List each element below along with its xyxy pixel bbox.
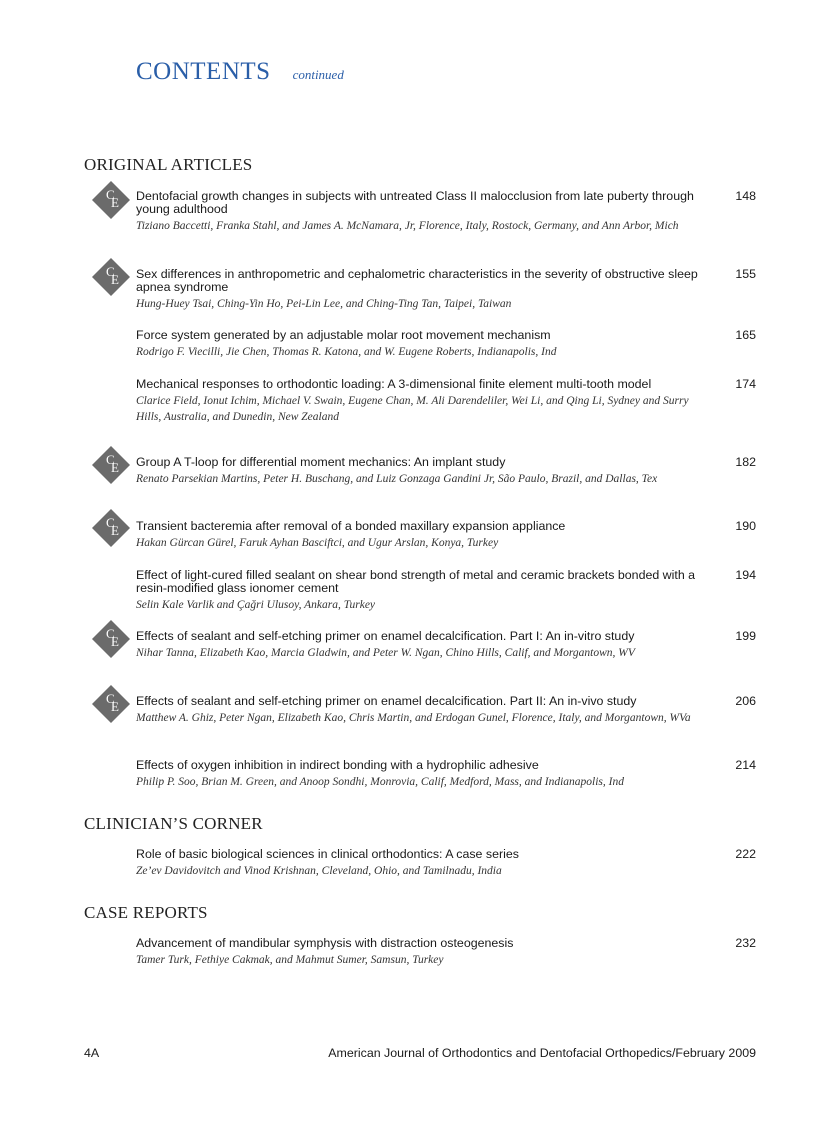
article-entry[interactable] (136, 190, 756, 234)
article-page-number: 206 (735, 694, 756, 708)
article-authors: Clarice Field, Ionut Ichim, Michael V. Swain, Eugene Chan, M. Ali Darendeliler, Wei Li, and Qing Li, Sydney and Surry Hills, Australia, and Dunedin, New Zealand (136, 395, 689, 423)
article-authors: Ze’ev Davidovitch and Vinod Krishnan, Cleveland, Ohio, and Tamilnadu, India (136, 865, 502, 877)
article-authors: Tiziano Baccetti, Franka Stahl, and James A. McNamara, Jr, Florence, Italy, Rostock, Germany, and Ann Arbor, Mich (136, 220, 679, 232)
article-page-number: 199 (735, 629, 756, 643)
article-authors: Tamer Turk, Fethiye Cakmak, and Mahmut Sumer, Samsun, Turkey (136, 954, 444, 966)
footer-journal-title: American Journal of Orthodontics and Dentofacial Orthopedics/February 2009 (328, 1046, 756, 1060)
svg-text:E: E (111, 699, 119, 714)
article-entry[interactable] (136, 937, 756, 968)
article-title[interactable]: Group A T-loop for differential moment mechanics: An implant study (136, 455, 506, 469)
article-authors: Hung-Huey Tsai, Ching-Yin Ho, Pei-Lin Lee, and Ching-Ting Tan, Taipei, Taiwan (136, 298, 512, 310)
article-page-number: 165 (735, 328, 756, 342)
ce-icon (92, 258, 130, 296)
article-authors: Hakan Gürcan Gürel, Faruk Ayhan Basciftci, and Ugur Arslan, Konya, Turkey (136, 537, 499, 549)
article-entry[interactable] (136, 759, 756, 790)
article-title[interactable]: Effects of oxygen inhibition in indirect bonding with a hydrophilic adhesive (136, 758, 539, 772)
article-title[interactable]: Advancement of mandibular symphysis with distraction osteogenesis (136, 936, 514, 950)
svg-text:C: C (106, 264, 115, 279)
article-authors: Nihar Tanna, Elizabeth Kao, Marcia Gladwin, and Peter W. Ngan, Chino Hills, Calif, and Morgantown, WV (136, 647, 635, 659)
article-entry[interactable] (136, 329, 756, 360)
article-authors: Selin Kale Varlik and Çağri Ulusoy, Ankara, Turkey (136, 599, 376, 611)
page-subtitle: continued (292, 67, 344, 82)
article-page-number: 155 (735, 267, 756, 281)
ce-icon (92, 685, 130, 723)
svg-text:E: E (111, 634, 119, 649)
ce-icon (92, 509, 130, 547)
svg-text:C: C (106, 187, 115, 202)
section-heading-original-articles: ORIGINAL ARTICLES (84, 155, 253, 174)
ce-icon (92, 181, 130, 219)
article-entry[interactable] (136, 630, 756, 661)
article-authors: Renato Parsekian Martins, Peter H. Buschang, and Luiz Gonzaga Gandini Jr, São Paulo, Brazil, and Dallas, Tex (136, 473, 658, 485)
article-entry[interactable] (136, 378, 756, 425)
contents-header (136, 58, 344, 86)
article-entry[interactable] (136, 695, 756, 726)
ce-icon (92, 620, 130, 658)
article-title[interactable]: Force system generated by an adjustable molar root movement mechanism (136, 328, 551, 342)
article-page-number: 194 (735, 568, 756, 582)
article-page-number: 174 (735, 377, 756, 391)
article-entry[interactable] (136, 569, 756, 613)
article-title[interactable]: Role of basic biological sciences in clinical orthodontics: A case series (136, 847, 519, 861)
article-entry[interactable] (136, 456, 756, 487)
article-title[interactable]: Dentofacial growth changes in subjects with untreated Class II malocclusion from late puberty through young adulthood (136, 189, 694, 216)
svg-text:C: C (106, 452, 115, 467)
article-entry[interactable] (136, 520, 756, 551)
svg-text:C: C (106, 515, 115, 530)
article-authors: Rodrigo F. Viecilli, Jie Chen, Thomas R. Katona, and W. Eugene Roberts, Indianapolis, Ind (136, 346, 557, 358)
page-title: CONTENTS (136, 58, 271, 85)
section-heading-case-reports: CASE REPORTS (84, 903, 208, 922)
article-authors: Matthew A. Ghiz, Peter Ngan, Elizabeth Kao, Chris Martin, and Erdogan Gunel, Florence, Italy, and Morgantown, WVa (136, 712, 691, 724)
svg-text:C: C (106, 691, 115, 706)
article-title[interactable]: Effects of sealant and self-etching primer on enamel decalcification. Part II: An in-vivo study (136, 694, 637, 708)
article-title[interactable]: Sex differences in anthropometric and cephalometric characteristics in the severity of obstructive sleep apnea syndrome (136, 267, 698, 294)
article-entry[interactable] (136, 268, 756, 312)
footer-page-label: 4A (84, 1046, 100, 1060)
article-title[interactable]: Transient bacteremia after removal of a bonded maxillary expansion appliance (136, 519, 566, 533)
svg-text:E: E (111, 523, 119, 538)
article-authors: Philip P. Soo, Brian M. Green, and Anoop Sondhi, Monrovia, Calif, Medford, Mass, and Indianapolis, Ind (136, 776, 624, 788)
article-title[interactable]: Effects of sealant and self-etching primer on enamel decalcification. Part I: An in-vitro study (136, 629, 635, 643)
article-page-number: 190 (735, 519, 756, 533)
svg-text:C: C (106, 626, 115, 641)
svg-text:E: E (111, 195, 119, 210)
article-page-number: 232 (735, 936, 756, 950)
article-title[interactable]: Effect of light-cured filled sealant on shear bond strength of metal and ceramic brackets bonded with a resin-modified glass ionomer cement (136, 568, 696, 595)
article-page-number: 214 (735, 758, 756, 772)
svg-text:E: E (111, 460, 119, 475)
article-page-number: 148 (735, 189, 756, 203)
article-title[interactable]: Mechanical responses to orthodontic loading: A 3-dimensional finite element multi-tooth model (136, 377, 652, 391)
ce-icon (92, 446, 130, 484)
section-heading-clinicians-corner: CLINICIAN’S CORNER (84, 814, 263, 833)
article-entry[interactable] (136, 848, 756, 879)
article-page-number: 222 (735, 847, 756, 861)
svg-text:E: E (111, 272, 119, 287)
article-page-number: 182 (735, 455, 756, 469)
